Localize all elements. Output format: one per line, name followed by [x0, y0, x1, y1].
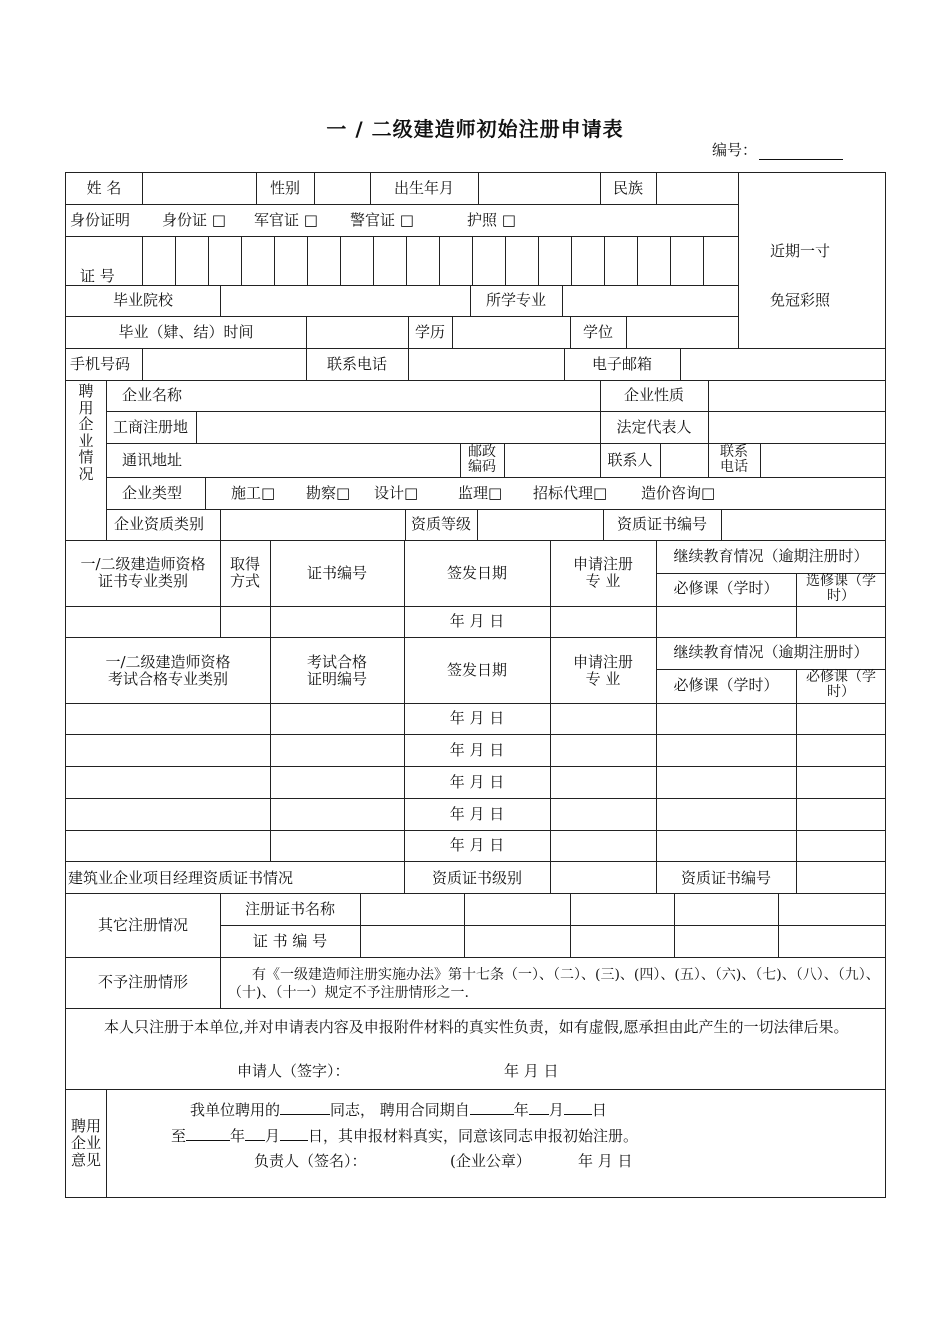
label-applicant-signature: 申请人（签字）：	[237, 1062, 350, 1080]
grid-line	[220, 285, 221, 317]
grid-line	[208, 236, 209, 286]
date-cell: 年 月 日	[449, 741, 505, 759]
checkbox-bid-agency[interactable]: 招标代理□	[533, 484, 608, 502]
form-title: 一 / 二级建造师初始注册申请表	[326, 117, 624, 141]
label-contact-phone: 联系 电话	[720, 444, 748, 475]
checkbox-military-id[interactable]: 军官证 □	[254, 211, 318, 229]
blank-end-year[interactable]	[186, 1126, 230, 1141]
blank-end-day[interactable]	[280, 1126, 308, 1141]
label-exam-cert-no: 考试合格 证明编号	[306, 653, 367, 688]
label-required-course-b: 必修课（学时）	[673, 676, 779, 694]
label-refusal: 不予注册情形	[97, 973, 188, 991]
label-school: 毕业院校	[112, 291, 173, 309]
grid-line	[106, 443, 886, 444]
grid-line	[65, 734, 886, 735]
grid-line	[142, 348, 143, 381]
label-postal-code: 邮政 编码	[468, 444, 496, 475]
opinion-date: 年 月 日	[578, 1152, 633, 1170]
grid-line	[65, 703, 886, 704]
label-qual-category: 企业资质类别	[114, 515, 205, 533]
grid-line	[106, 477, 886, 478]
grid-line	[270, 540, 271, 638]
checkbox-construction[interactable]: 施工□	[231, 484, 276, 502]
date-cell: 年 月 日	[449, 836, 505, 854]
grid-line	[314, 172, 315, 205]
grid-line	[478, 172, 479, 205]
grid-line	[656, 172, 657, 205]
grid-line	[106, 1089, 107, 1198]
grid-line	[505, 236, 506, 286]
grid-line	[703, 236, 704, 286]
label-company-nature: 企业性质	[623, 386, 684, 404]
label-name: 姓 名	[86, 179, 122, 197]
label-required-course: 必修课（学时）	[673, 579, 779, 597]
label-company-type: 企业类型	[122, 484, 183, 502]
grid-line	[65, 1197, 886, 1198]
label-company-seal: (企业公章）	[450, 1152, 531, 1170]
grid-line	[65, 172, 886, 173]
grid-line	[306, 316, 307, 349]
serial-blank[interactable]	[759, 145, 843, 160]
label-cert-number: 证书编号	[306, 564, 367, 582]
grid-line	[796, 861, 797, 894]
grid-line	[670, 236, 671, 286]
label-ethnicity: 民族	[612, 179, 643, 197]
grid-line	[708, 380, 709, 444]
grid-line	[538, 236, 539, 286]
label-other-registration: 其它注册情况	[97, 916, 188, 934]
grid-line	[778, 893, 779, 958]
grid-line	[241, 236, 242, 286]
label-registration-cert-no: 证 书 编 号	[252, 932, 328, 950]
label-cert-category: 一/二级建造师资格 证书专业类别	[80, 555, 206, 590]
label-employer-opinion: 聘用 企业 意见	[70, 1117, 101, 1169]
label-exam-category: 一/二级建造师资格 考试合格专业类别	[105, 653, 231, 688]
grid-line	[220, 925, 886, 926]
label-company-name: 企业名称	[122, 386, 183, 404]
grid-line	[65, 316, 739, 317]
date-cell: 年 月 日	[449, 773, 505, 791]
checkbox-police-id[interactable]: 警官证 □	[350, 211, 414, 229]
opinion-line-2: 至 年 月 日，其申报材料真实，同意该同志申报初始注册。	[171, 1127, 639, 1145]
grid-line	[220, 509, 221, 541]
checkbox-supervision[interactable]: 监理□	[458, 484, 503, 502]
grid-line	[65, 1008, 886, 1009]
grid-line	[274, 236, 275, 286]
grid-line	[65, 380, 886, 381]
label-apply-major: 申请注册 专 业	[572, 555, 633, 590]
date-cell: 年 月 日	[449, 709, 505, 727]
label-registration-cert-name: 注册证书名称	[244, 900, 335, 918]
grid-line	[65, 893, 886, 894]
declaration-text: 本人只注册于本单位,并对申请表内容及申报附件材料的真实性负责，如有虚假,愿承担由此产生的一切法律后果。	[104, 1018, 849, 1036]
blank-end-month[interactable]	[245, 1126, 265, 1141]
label-address: 通讯地址	[122, 451, 183, 469]
grid-line	[626, 316, 627, 349]
grid-line	[464, 893, 465, 958]
grid-line	[65, 861, 886, 862]
checkbox-cost-consulting[interactable]: 造价咨询□	[641, 484, 716, 502]
grid-line	[65, 606, 886, 607]
label-phone: 联系电话	[326, 355, 387, 373]
opinion-line-1: 我单位聘用的 同志， 聘用合同期自 年 月 日	[190, 1101, 607, 1119]
grid-line	[439, 236, 440, 286]
label-major: 所学专业	[485, 291, 546, 309]
grid-line	[142, 236, 143, 286]
grid-line	[760, 443, 761, 478]
label-elective-course-b: 必修课（学 时）	[806, 669, 876, 700]
grid-line	[571, 236, 572, 286]
label-education: 学历	[414, 323, 445, 341]
label-degree: 学位	[582, 323, 613, 341]
checkbox-passport[interactable]: 护照 □	[467, 211, 516, 229]
grid-line	[360, 893, 361, 958]
grid-line	[196, 411, 197, 444]
label-pm-cert: 建筑业企业项目经理资质证书情况	[68, 869, 294, 887]
label-manager-signature: 负责人（签名）：	[254, 1152, 367, 1170]
grid-line	[142, 172, 143, 205]
label-pm-level: 资质证书级别	[431, 869, 522, 887]
declaration-date: 年 月 日	[504, 1062, 559, 1080]
date-cell: 年 月 日	[449, 805, 505, 823]
grid-line	[106, 411, 886, 412]
label-mobile: 手机号码	[70, 355, 131, 373]
label-apply-major-b: 申请注册 专 业	[572, 653, 633, 688]
label-cert-no: 证 号	[80, 267, 115, 285]
grid-line	[65, 204, 739, 205]
grid-line	[65, 637, 886, 638]
label-continuing-edu-b: 继续教育情况（逾期注册时）	[673, 643, 869, 661]
grid-line	[205, 477, 206, 510]
serial-number: 编号：	[712, 139, 843, 160]
grid-line	[562, 285, 563, 317]
label-birth: 出生年月	[393, 179, 454, 197]
label-qual-level: 资质等级	[410, 515, 471, 533]
blank-start-day[interactable]	[564, 1100, 592, 1115]
grid-line	[65, 830, 886, 831]
grid-line	[406, 236, 407, 286]
label-issue-date-b: 签发日期	[446, 661, 507, 679]
grid-line	[656, 637, 657, 862]
grid-line	[504, 443, 505, 478]
blank-start-year[interactable]	[470, 1100, 514, 1115]
checkbox-survey[interactable]: 勘察□	[306, 484, 351, 502]
grid-line	[637, 236, 638, 286]
grid-line	[65, 1089, 886, 1090]
grid-line	[408, 348, 409, 381]
grid-line	[65, 798, 886, 799]
photo-hint-2: 免冠彩照	[769, 291, 830, 309]
grid-line	[738, 172, 739, 349]
grid-line	[65, 957, 886, 958]
grid-line	[65, 766, 886, 767]
grid-line	[340, 236, 341, 286]
blank-name[interactable]	[280, 1100, 330, 1115]
blank-start-month[interactable]	[529, 1100, 549, 1115]
checkbox-design[interactable]: 设计□	[374, 484, 419, 502]
label-email: 电子邮箱	[591, 355, 652, 373]
refusal-text: 有《一级建造师注册实施办法》第十七条（一）、（二）、(三)、(四）、(五）、（六)、（七)、（八）、（九）、（十)、（十一）规定不予注册情形之一.	[228, 967, 880, 1001]
grid-line	[65, 540, 886, 541]
grid-line	[680, 348, 681, 381]
label-contact: 联系人	[607, 451, 653, 469]
grid-line	[721, 509, 722, 541]
label-grad-time: 毕业（肄、结）时间	[118, 323, 254, 341]
label-issue-date: 签发日期	[446, 564, 507, 582]
grid-line	[660, 443, 661, 478]
label-pm-cert-no: 资质证书编号	[680, 869, 771, 887]
checkbox-id-card[interactable]: 身份证 □	[162, 211, 226, 229]
label-id-proof: 身份证明	[70, 211, 131, 229]
grid-line	[307, 236, 308, 286]
grid-line	[65, 348, 886, 349]
label-continuing-edu: 继续教育情况（逾期注册时）	[673, 547, 869, 565]
grid-line	[175, 236, 176, 286]
grid-line	[674, 893, 675, 958]
label-legal-rep: 法定代表人	[616, 418, 692, 436]
grid-line	[550, 861, 551, 894]
grid-line	[604, 236, 605, 286]
label-obtain-method: 取得 方式	[229, 555, 260, 590]
grid-line	[477, 509, 478, 541]
grid-line	[106, 509, 886, 510]
label-elective-course: 选修课（学 时）	[806, 573, 876, 604]
photo-hint-1: 近期一寸	[769, 242, 830, 260]
label-qual-cert-no: 资质证书编号	[616, 515, 707, 533]
grid-line	[570, 893, 571, 958]
date-cell: 年 月 日	[449, 612, 505, 630]
label-reg-place: 工商注册地	[113, 418, 189, 436]
grid-line	[373, 236, 374, 286]
grid-line	[472, 236, 473, 286]
grid-line	[106, 380, 107, 541]
grid-line	[452, 316, 453, 349]
label-gender: 性别	[269, 179, 300, 197]
company-section-label: 聘 用 企 业 情 况	[78, 382, 94, 483]
